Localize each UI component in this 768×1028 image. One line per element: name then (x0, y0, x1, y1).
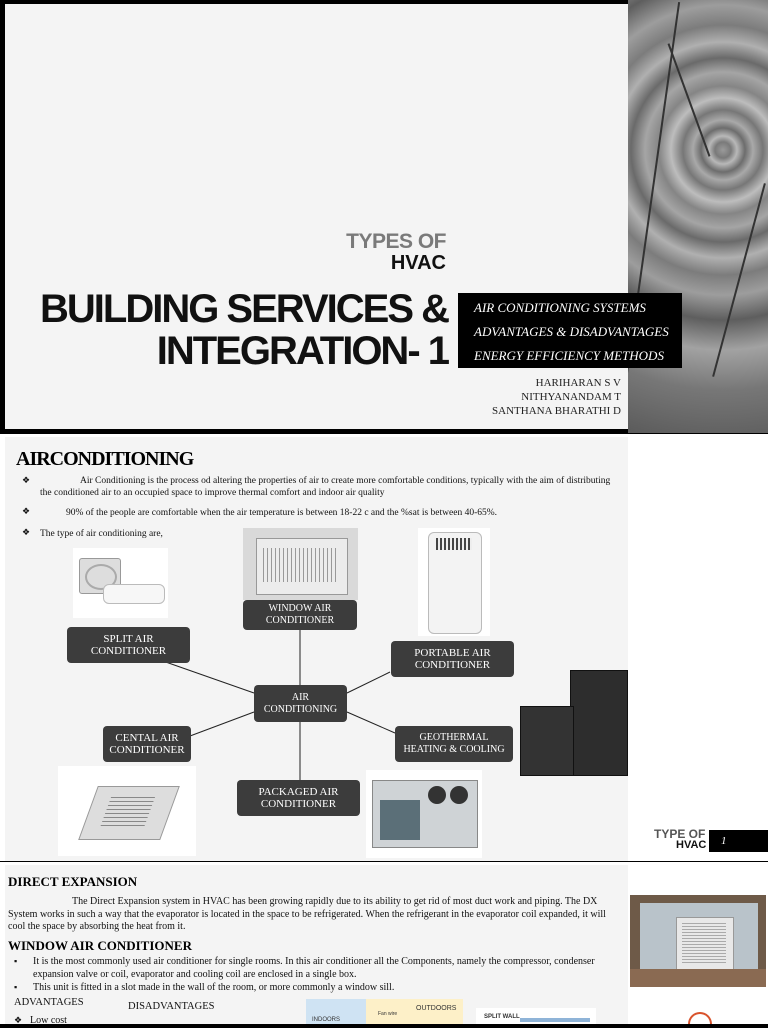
node-geothermal: GEOTHERMAL HEATING & COOLING (395, 726, 513, 762)
connector-line (347, 672, 390, 693)
square-bullet-icon: ▪ (14, 956, 18, 966)
footer-hvac: HVAC (676, 839, 707, 851)
direct-expansion-text: The Direct Expansion system in HVAC has been growing rapidly due to its ability to get rid of most duct work and piping. The DX System works in such a way that the evaporator is located in the space to be refrigerated. When the refrigerant in the evaporator coil expanded, it will cool the space by absorbing the heat from it. (8, 896, 606, 932)
window-ac-bullet-text: This unit is fitted in a slot made in the wall of the room, or more commonly a window sill. (33, 982, 395, 993)
node-air-conditioning-center: AIR CONDITIONING (254, 685, 347, 722)
connector-line (347, 712, 395, 733)
bullet-text: The type of air conditioning are, (40, 529, 163, 539)
diamond-bullet-icon: ❖ (22, 506, 31, 516)
advantages-heading: ADVANTAGES (14, 997, 84, 1008)
window-ac-heading: WINDOW AIR CONDITIONER (8, 938, 192, 953)
split-ac-image (73, 548, 168, 618)
author-name: HARIHARAN S V (535, 377, 621, 389)
author-name: NITHYANANDAM T (521, 391, 621, 403)
topic-item: AIR CONDITIONING SYSTEMS (474, 300, 646, 315)
geothermal-unit-image (520, 670, 626, 775)
window-ac-image (243, 528, 358, 600)
fan-label: Fan wire (378, 1011, 398, 1017)
cassette-ac-image (58, 766, 196, 856)
diamond-bullet-icon: ❖ (22, 475, 31, 485)
direct-expansion-heading: DIRECT EXPANSION (8, 874, 138, 889)
portable-ac-image (418, 528, 490, 636)
square-bullet-icon: ▪ (14, 982, 18, 992)
window-ac-photo (630, 895, 766, 987)
node-window-ac: WINDOW AIR CONDITIONER (243, 600, 357, 630)
node-central-ac: CENTAL AIR CONDITIONER (103, 726, 191, 762)
split-wall-label: SPLIT WALL (484, 1014, 520, 1020)
advantage-item: Low cost (30, 1015, 67, 1026)
outdoors-label: OUTDOORS (416, 1005, 457, 1012)
footer-type-of: TYPE OF (654, 827, 706, 841)
connector-line (190, 712, 254, 736)
main-title-line1: BUILDING SERVICES & (40, 287, 448, 331)
author-name: SANTHANA BHARATHI D (492, 405, 621, 417)
indoors-label: INDOORS (312, 1017, 341, 1023)
main-title-line2: INTEGRATION- 1 (156, 329, 448, 373)
node-packaged-ac: PACKAGED AIR CONDITIONER (237, 780, 360, 816)
bullet-text: Air Conditioning is the process od altering the properties of air to create more comfortable conditions, typically with the aim of distributing the conditioned air to an occupied space to improve thermal comfort and indoor air quality (40, 476, 611, 498)
topic-item: ADVANTAGES & DISADVANTAGES (474, 324, 669, 339)
diamond-bullet-icon: ❖ (22, 527, 31, 537)
dx-diagram-image (306, 999, 463, 1024)
types-of-label: TYPES OF (346, 230, 446, 253)
packaged-ac-image (366, 770, 482, 858)
hvac-label: HVAC (390, 252, 446, 274)
disadvantages-heading: DISADVANTAGES (128, 1001, 215, 1012)
slide2-title: AIRCONDITIONING (16, 448, 194, 470)
page-number: 1 (709, 830, 768, 852)
diamond-bullet-icon: ❖ (14, 1015, 23, 1025)
node-portable-ac: PORTABLE AIR CONDITIONER (391, 641, 514, 677)
split-wall-diagram-image (476, 1008, 596, 1024)
bullet-text: 90% of the people are comfortable when the air temperature is between 18-22 c and the %sat is between 40-65%. (66, 508, 498, 518)
node-split-ac: SPLIT AIR CONDITIONER (67, 627, 190, 663)
window-ac-bullet-text: It is the most commonly used air conditioner for single rooms. In this air conditioner all the Components, namely the compressor, condenser expansion valve or coil, evaporator and cooling coil are enclosed in a single box. (33, 956, 595, 980)
topic-item: ENERGY EFFICIENCY METHODS (474, 348, 664, 363)
connector-line (160, 660, 254, 693)
